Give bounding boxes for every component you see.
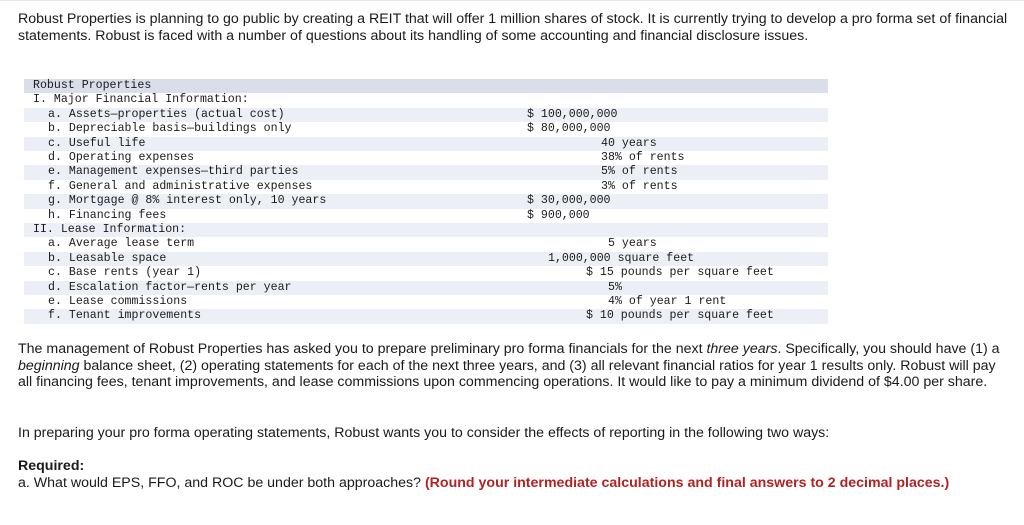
row-label: d. Operating expenses	[48, 151, 195, 164]
table-row	[24, 237, 828, 251]
question-text: a. What would EPS, FFO, and ROC be under both approaches?	[18, 474, 425, 491]
row-value: 5%	[608, 280, 622, 294]
row-value: $ 30,000,000	[527, 194, 611, 208]
table-row	[24, 295, 828, 309]
section-lease-info: II. Lease Information:	[33, 223, 187, 236]
mgmt-emphasis-three-years: three years	[706, 341, 778, 357]
row-label: d. Escalation factor—rents per year	[48, 280, 292, 294]
table-row	[24, 266, 828, 280]
required-heading: Required:	[18, 458, 85, 474]
table-row	[24, 165, 828, 179]
row-label: a. Average lease term	[48, 237, 195, 251]
required-section	[18, 458, 1008, 491]
row-label: c. Base rents (year 1)	[48, 266, 202, 280]
row-label: a. Assets—properties (actual cost)	[48, 107, 285, 121]
mgmt-text-3: balance sheet, (2) operating statements for each of the next three years, and (3) all relevant financial ratios for year 1 results only. Robust will pay all financing fees, tenant improvements, and lease commissions upon commencing operations. It would like to pay a minimum dividend of $4.00 per share.	[18, 357, 996, 390]
table-row	[24, 309, 828, 323]
row-value: $ 100,000,000	[527, 107, 618, 121]
row-value: $ 15 pounds per square feet	[586, 266, 774, 280]
table-row	[24, 252, 828, 266]
row-label: e. Lease commissions	[48, 295, 188, 308]
table-row	[24, 194, 828, 208]
top-divider	[0, 0, 1024, 1]
mgmt-emphasis-beginning: beginning	[18, 357, 80, 374]
row-value: $ 10 pounds per square feet	[586, 309, 774, 323]
row-value: 40 years	[601, 136, 657, 150]
intro-paragraph: Robust Properties is planning to go public by creating a REIT that will offer 1 million shares of stock. It is currently trying to develop a pro forma set of financial statements. Robust is faced with a number of questions about its handling of some accounting and financial disclosure issues.	[18, 11, 1008, 44]
row-value: 3% of rents	[601, 179, 678, 193]
table-row	[24, 151, 828, 165]
table-row	[24, 209, 828, 223]
row-value: 38% of rents	[601, 151, 685, 164]
row-value: 1,000,000 square feet	[548, 251, 695, 265]
row-value: $ 80,000,000	[527, 122, 611, 136]
row-label: f. Tenant improvements	[48, 309, 202, 323]
row-label: b. Depreciable basis—buildings only	[48, 122, 292, 136]
required-question	[18, 475, 1008, 492]
row-value: 5 years	[608, 237, 657, 251]
management-paragraph	[18, 341, 1008, 391]
table-row	[24, 108, 828, 122]
rounding-instruction: (Round your intermediate calculations and final answers to 2 decimal places.)	[424, 474, 950, 491]
table-title: Robust Properties	[33, 79, 152, 92]
row-label: e. Management expenses—third parties	[48, 165, 299, 179]
section-header-row	[24, 93, 828, 107]
mgmt-text-2: . Specifically, you should have (1) a	[777, 341, 1000, 357]
row-label: b. Leasable space	[48, 251, 167, 265]
row-value: 4% of year 1 rent	[608, 295, 727, 308]
section-header-row	[24, 223, 828, 237]
section-major-financial: I. Major Financial Information:	[33, 93, 249, 107]
preparing-paragraph: In preparing your pro forma operating statements, Robust wants you to consider the effects of reporting in the following two ways:	[18, 425, 830, 441]
table-row	[24, 281, 828, 295]
property-info-table	[24, 79, 828, 325]
table-row	[24, 122, 828, 136]
row-label: g. Mortgage @ 8% interest only, 10 years	[48, 194, 327, 208]
row-label: h. Financing fees	[48, 208, 167, 222]
row-label: f. General and administrative expenses	[48, 179, 313, 193]
table-title-row	[24, 79, 828, 93]
table-row	[24, 137, 828, 151]
row-value: $ 900,000	[527, 208, 590, 222]
row-value: 5% of rents	[601, 165, 678, 179]
table-row	[24, 180, 828, 194]
row-label: c. Useful life	[48, 136, 146, 150]
mgmt-text-1: The management of Robust Properties has asked you to prepare preliminary pro forma financials for the next	[18, 341, 707, 357]
